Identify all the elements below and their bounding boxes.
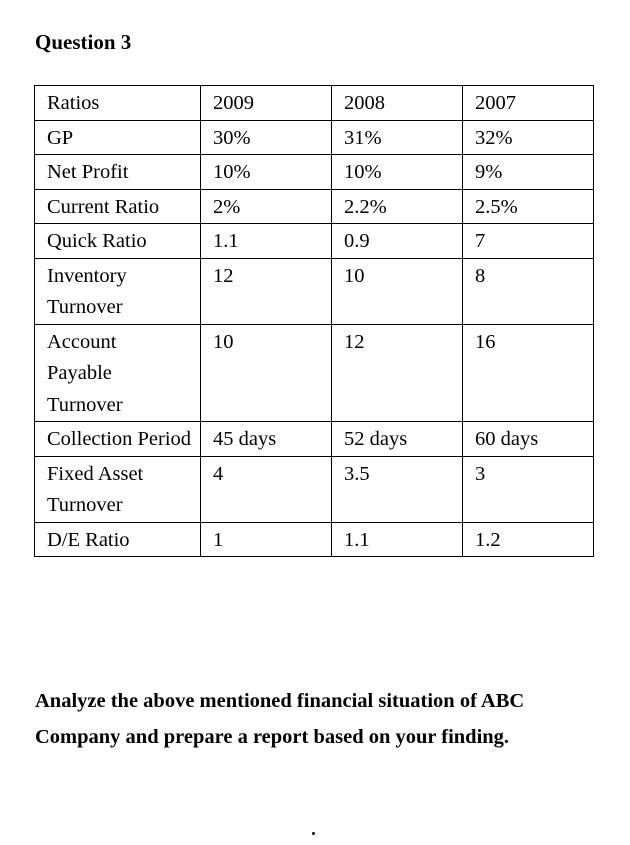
value-cell-2007: 60 days <box>463 422 594 457</box>
analysis-instruction: Analyze the above mentioned financial situation of ABC Company and prepare a report based on your finding. <box>35 690 525 748</box>
ratio-name-cell: D/E Ratio <box>35 522 201 557</box>
table-row <box>35 155 594 190</box>
value-cell-2009: 12 <box>201 258 332 324</box>
value-cell-2008: 12 <box>332 324 463 422</box>
table-header-row <box>35 86 594 121</box>
value-cell-2007: 16 <box>463 324 594 422</box>
question-title: Question 3 <box>35 30 132 54</box>
value-cell-2007: 8 <box>463 258 594 324</box>
header-cell-2009: 2009 <box>201 86 332 121</box>
ratio-name-cell: Net Profit <box>35 155 201 190</box>
value-cell-2009: 10 <box>201 324 332 422</box>
ratios-table <box>34 85 594 557</box>
value-cell-2009: 10% <box>201 155 332 190</box>
value-cell-2008: 3.5 <box>332 456 463 522</box>
table-row <box>35 224 594 259</box>
value-cell-2008: 2.2% <box>332 189 463 224</box>
value-cell-2008: 10 <box>332 258 463 324</box>
header-cell-2008: 2008 <box>332 86 463 121</box>
value-cell-2009: 4 <box>201 456 332 522</box>
value-cell-2008: 1.1 <box>332 522 463 557</box>
value-cell-2009: 1.1 <box>201 224 332 259</box>
value-cell-2009: 45 days <box>201 422 332 457</box>
table-row <box>35 422 594 457</box>
ratio-name-cell: Fixed Asset Turnover <box>35 456 201 522</box>
value-cell-2008: 52 days <box>332 422 463 457</box>
ratio-name-cell: Inventory Turnover <box>35 258 201 324</box>
value-cell-2009: 30% <box>201 120 332 155</box>
value-cell-2008: 10% <box>332 155 463 190</box>
ratio-name-cell: Quick Ratio <box>35 224 201 259</box>
value-cell-2007: 32% <box>463 120 594 155</box>
table-row <box>35 324 594 422</box>
ratio-name-cell: GP <box>35 120 201 155</box>
ratio-name-cell: Current Ratio <box>35 189 201 224</box>
value-cell-2007: 9% <box>463 155 594 190</box>
value-cell-2009: 2% <box>201 189 332 224</box>
stray-dot <box>312 832 315 835</box>
value-cell-2007: 1.2 <box>463 522 594 557</box>
header-cell-ratios: Ratios <box>35 86 201 121</box>
value-cell-2008: 0.9 <box>332 224 463 259</box>
value-cell-2007: 2.5% <box>463 189 594 224</box>
table-row <box>35 120 594 155</box>
header-cell-2007: 2007 <box>463 86 594 121</box>
ratio-name-cell: Collection Period <box>35 422 201 457</box>
table-row <box>35 522 594 557</box>
ratio-name-cell: Account Payable Turnover <box>35 324 201 422</box>
value-cell-2007: 3 <box>463 456 594 522</box>
value-cell-2009: 1 <box>201 522 332 557</box>
table-row <box>35 258 594 324</box>
value-cell-2008: 31% <box>332 120 463 155</box>
table-row <box>35 189 594 224</box>
table-row <box>35 456 594 522</box>
value-cell-2007: 7 <box>463 224 594 259</box>
